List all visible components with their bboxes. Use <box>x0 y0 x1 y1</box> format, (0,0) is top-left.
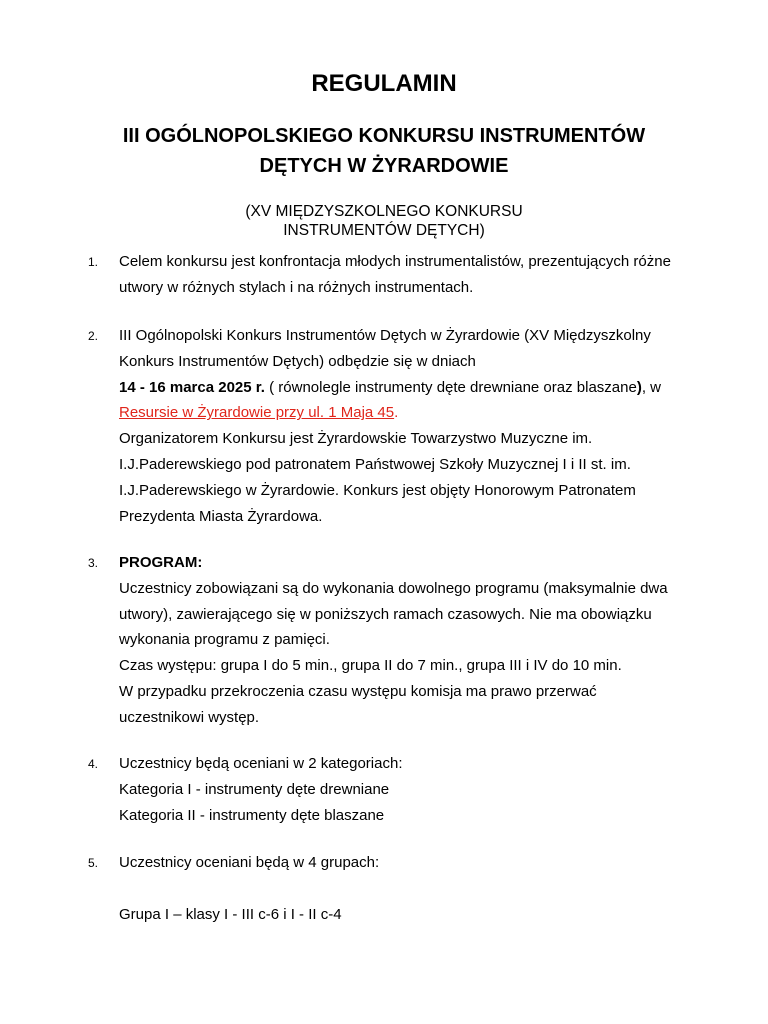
rule-date-line <box>119 375 719 401</box>
group-line: Grupa I – klasy I - III c-6 i I - II c-4 <box>119 905 342 923</box>
rule-line: Konkurs Instrumentów Dętych) odbędzie się w dniach <box>119 352 476 370</box>
venue-link-period: . <box>394 404 399 422</box>
contest-dates: 14 - 16 marca 2025 r. <box>119 378 265 396</box>
rule-line: Kategoria I - instrumenty dęte drewniane <box>119 780 390 798</box>
rule-line: Prezydenta Miasta Żyrardowa. <box>119 507 323 525</box>
subnote-line-2: INSTRUMENTÓW DĘTYCH) <box>283 222 485 239</box>
rule-line: Uczestnicy będą oceniani w 2 kategoriach: <box>119 755 403 772</box>
rule-line: Uczestnicy oceniani będą w 4 grupach: <box>119 854 380 871</box>
rule-number: 3. <box>88 556 99 570</box>
rule-line: wykonania programu z pamięci. <box>119 631 330 649</box>
rule-line: Uczestnicy zobowiązani są do wykonania dowolnego programu (maksymalnie dwa <box>119 579 668 597</box>
rule-body <box>119 323 719 529</box>
subtitle-line-2: DĘTYCH W ŻYRARDOWIE <box>259 155 509 177</box>
rule-body <box>119 850 719 927</box>
rule-body <box>119 751 719 828</box>
rule-line: I.J.Paderewskiego w Żyrardowie. Konkurs jest objęty Honorowym Patronatem <box>119 481 636 499</box>
document-title: REGULAMIN <box>311 70 457 97</box>
rule-line: I.J.Paderewskiego pod patronatem Państwowej Szkoły Muzycznej I i II st. im. <box>119 455 631 473</box>
rule-line: utwory), zawierającego się w poniższych ramach czasowych. Nie ma obowiązku <box>119 605 652 623</box>
document-subnote <box>100 202 668 240</box>
rule-number: 2. <box>88 329 99 343</box>
subtitle-line-1: III OGÓLNOPOLSKIEGO KONKURSU INSTRUMENTÓW <box>122 125 646 147</box>
rule-line: Celem konkursu jest konfrontacja młodych instrumentalistów, prezentujących różne <box>119 253 671 270</box>
rule-number: 5. <box>88 856 99 870</box>
program-heading: PROGRAM: <box>119 554 203 571</box>
subnote-line-1: (XV MIĘDZYSZKOLNEGO KONKURSU <box>245 203 523 220</box>
date-paren: ) <box>636 378 642 396</box>
rule-line: Czas występu: grupa I do 5 min., grupa II do 7 min., grupa III i IV do 10 min. <box>119 657 622 675</box>
rule-line: uczestnikowi występ. <box>119 708 260 726</box>
document-subtitle <box>60 121 708 181</box>
date-description: ( równolegle instrumenty dęte drewniane oraz blaszane <box>264 378 637 396</box>
rule-body <box>119 249 719 301</box>
rule-number: 4. <box>88 757 99 771</box>
rule-line: utwory w różnych stylach i na różnych instrumentach. <box>119 278 474 296</box>
venue-link[interactable]: Resursie w Żyrardowie przy ul. 1 Maja 45 <box>119 404 395 422</box>
date-tail: , w <box>641 378 661 396</box>
rule-line: W przypadku przekroczenia czasu występu komisja ma prawo przerwać <box>119 682 597 700</box>
rule-line: III Ogólnopolski Konkurs Instrumentów Dętych w Żyrardowie (XV Międzyszkolny <box>119 327 651 344</box>
rule-number: 1. <box>88 255 99 269</box>
rule-venue-line <box>119 400 719 426</box>
rule-body <box>119 550 719 731</box>
rule-line: Kategoria II - instrumenty dęte blaszane <box>119 806 385 824</box>
blank-line <box>119 876 719 902</box>
rule-line: Organizatorem Konkursu jest Żyrardowskie Towarzystwo Muzyczne im. <box>119 430 593 448</box>
